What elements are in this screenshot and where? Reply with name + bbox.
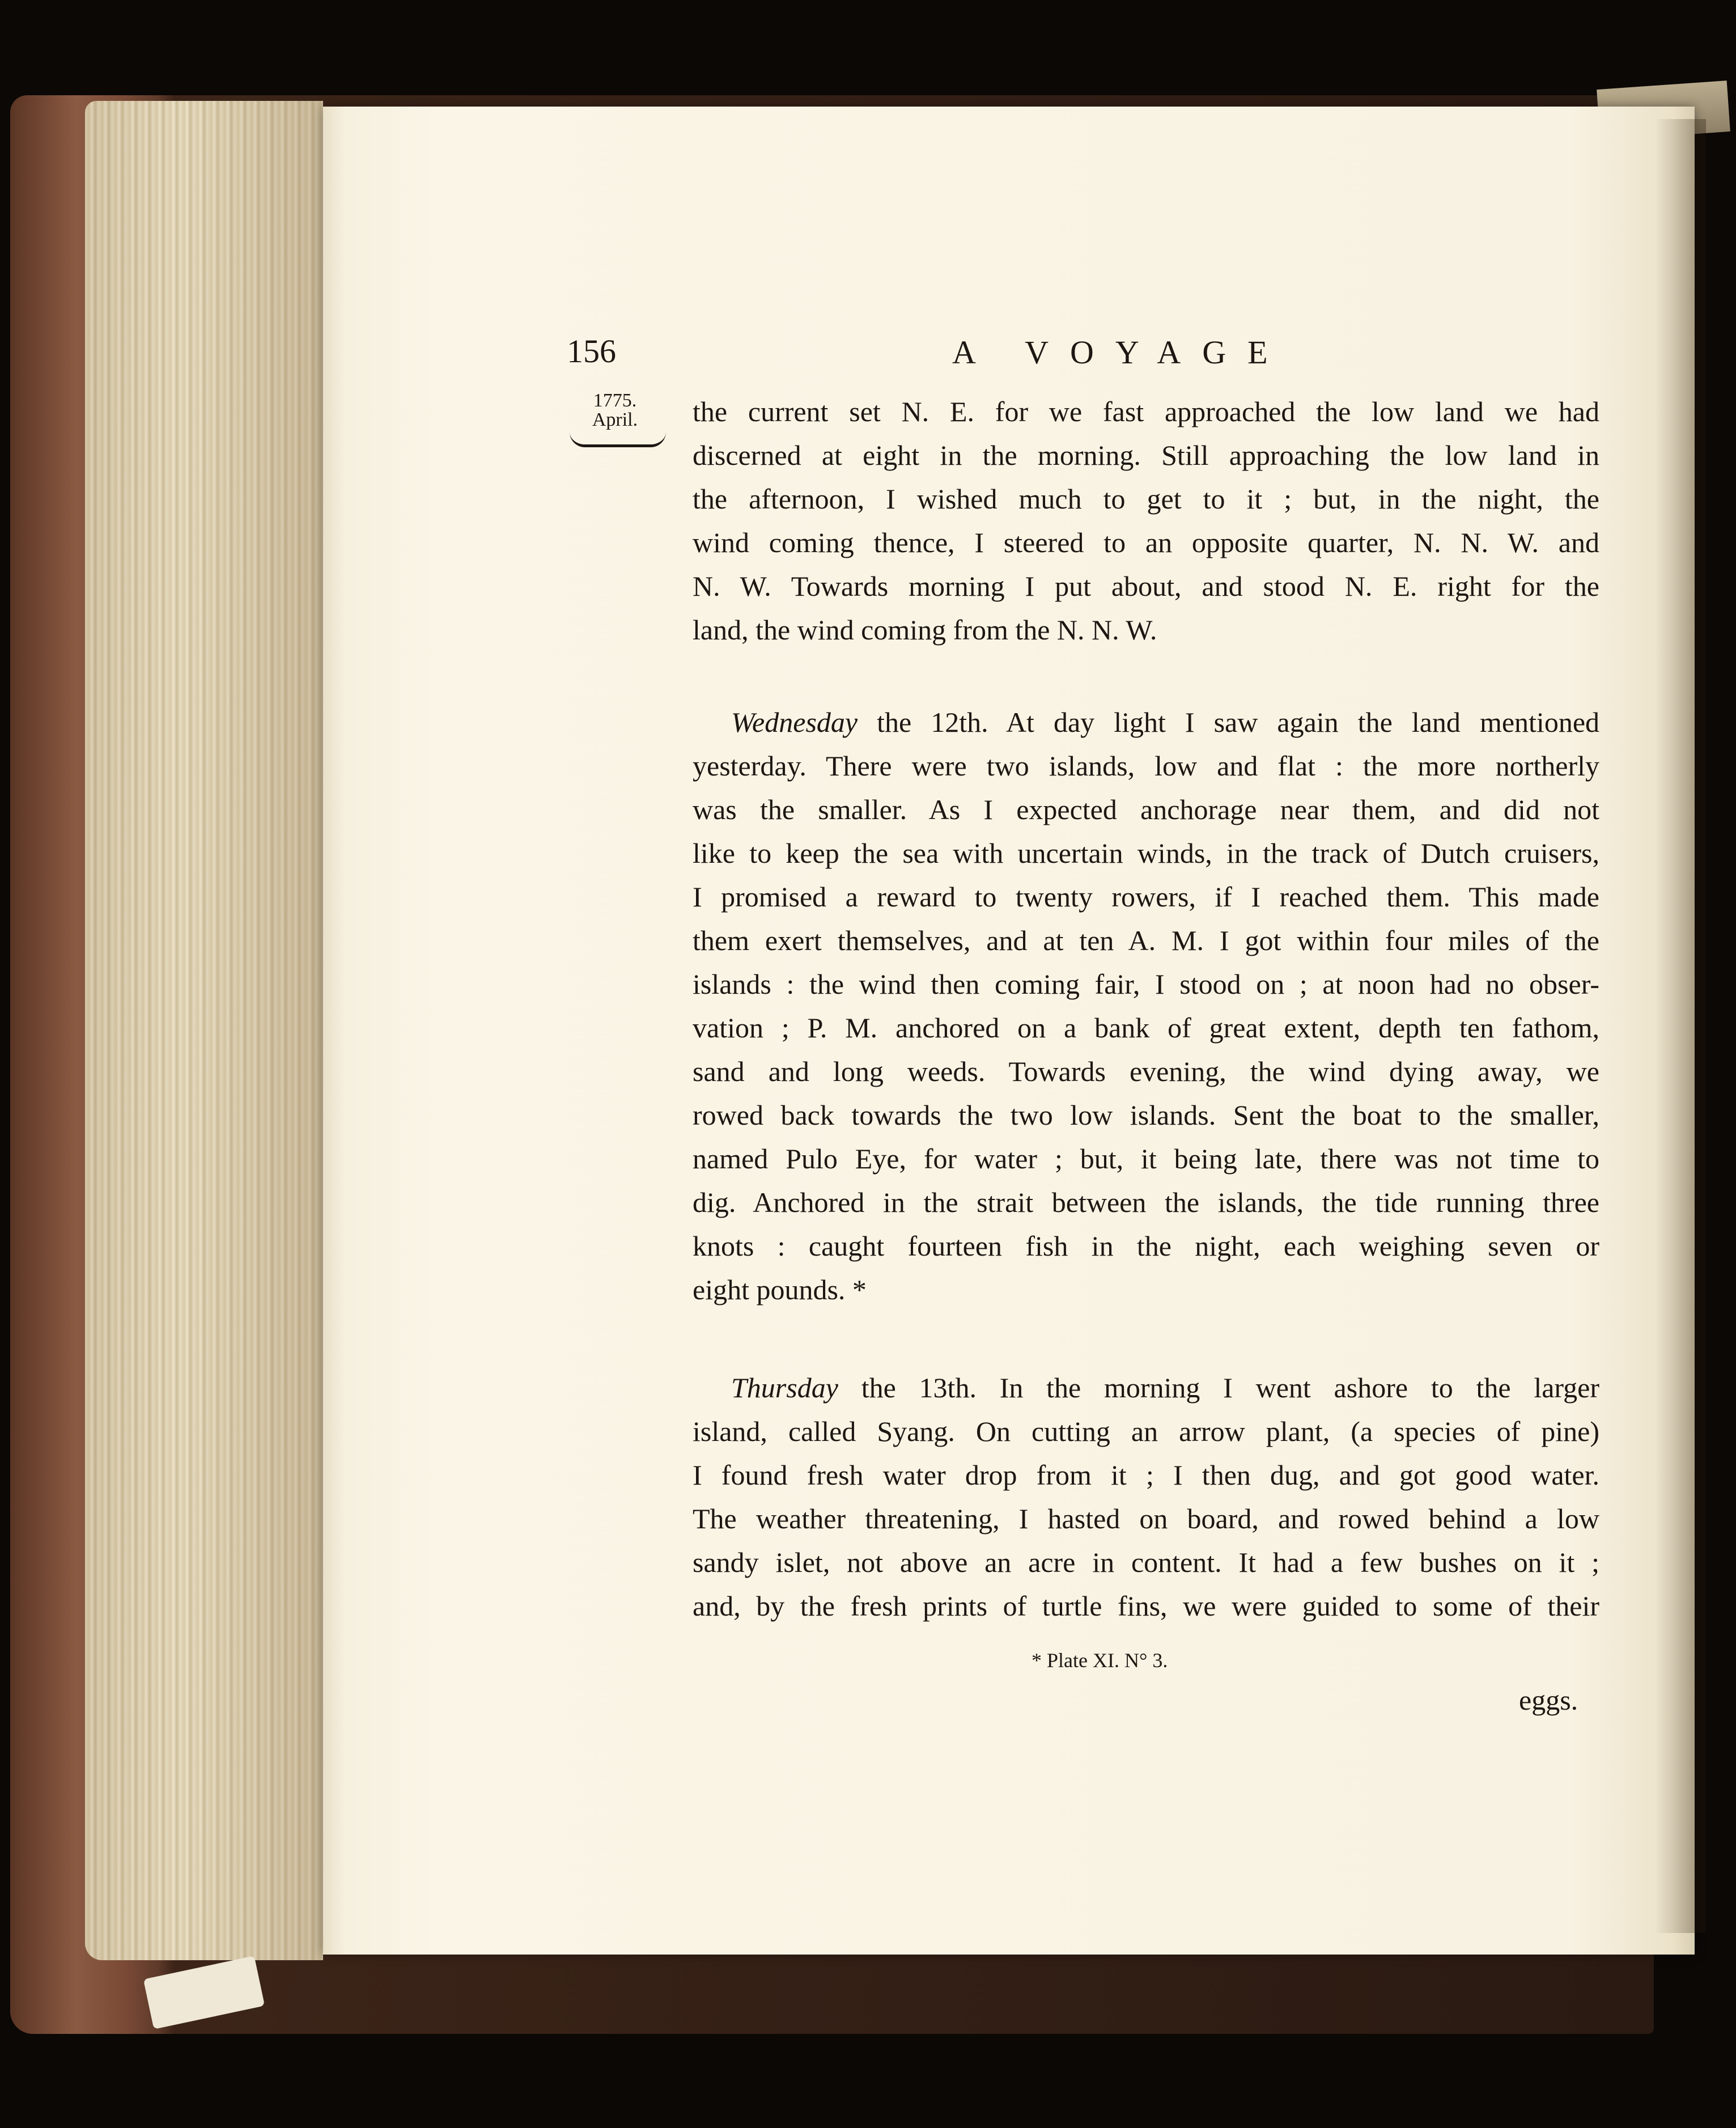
text-line: I promised a reward to twenty rowers, if I reached them. This made <box>693 881 1599 913</box>
margin-note-month: April. <box>592 409 638 430</box>
text-line: eight pounds. * <box>693 1274 867 1305</box>
text-line: rowed back towards the two low islands. Sent the boat to the smaller, <box>693 1099 1599 1131</box>
text-line: wind coming thence, I steered to an opposite quarter, N. N. W. and <box>693 527 1599 558</box>
day-name: Thursday <box>731 1372 838 1404</box>
day-name: Wednesday <box>731 706 858 738</box>
text-line: sandy islet, not above an acre in content. It had a few bushes on it ; <box>693 1546 1599 1578</box>
text-line-content: the 12th. At day light I saw again the land mentioned <box>877 706 1600 738</box>
margin-note-year: 1775. <box>593 390 637 411</box>
text-line: named Pulo Eye, for water ; but, it being late, there was not time to <box>693 1143 1599 1175</box>
text-line: island, called Syang. On cutting an arrow plant, (a species of pine) <box>693 1415 1599 1447</box>
text-line: the current set N. E. for we fast approached the low land we had <box>693 396 1599 427</box>
running-head: A VOYAGE <box>952 334 1289 371</box>
text-line: was the smaller. As I expected anchorage near them, and did not <box>693 794 1599 825</box>
footnote: * Plate XI. N° 3. <box>1032 1649 1168 1672</box>
text-line: like to keep the sea with uncertain winds, in the track of Dutch cruisers, <box>693 837 1599 869</box>
text-line: yesterday. There were two islands, low and flat : the more northerly <box>693 750 1599 782</box>
text-line-content: the 13th. In the morning I went ashore to the larger <box>861 1372 1600 1404</box>
text-line: discerned at eight in the morning. Still approaching the low land in <box>693 439 1599 471</box>
paragraph-2 <box>693 701 1599 1312</box>
paragraph-1 <box>693 390 1599 652</box>
text-line: islands : the wind then coming fair, I stood on ; at noon had no obser- <box>693 968 1599 1000</box>
gutter-shadow <box>1655 119 1706 1933</box>
text-line: vation ; P. M. anchored on a bank of great extent, depth ten fathom, <box>693 1012 1599 1044</box>
text-line: dig. Anchored in the strait between the islands, the tide running three <box>693 1186 1599 1218</box>
margin-note <box>570 391 660 447</box>
catchword: eggs. <box>1519 1684 1578 1716</box>
text-line: land, the wind coming from the N. N. W. <box>693 614 1157 646</box>
text-line: The weather threatening, I hasted on board, and rowed behind a low <box>693 1503 1599 1534</box>
text-line: sand and long weeds. Towards evening, the wind dying away, we <box>693 1055 1599 1087</box>
text-line <box>693 1366 1599 1410</box>
page-number: 156 <box>567 333 616 370</box>
text-line: them exert themselves, and at ten A. M. I got within four miles of the <box>693 925 1599 956</box>
text-line: I found fresh water drop from it ; I then dug, and got good water. <box>693 1459 1599 1491</box>
text-line: and, by the fresh prints of turtle fins, we were guided to some of their <box>693 1590 1599 1622</box>
text-line <box>693 701 1599 744</box>
brace-ornament <box>570 432 666 447</box>
text-line: N. W. Towards morning I put about, and stood N. E. right for the <box>693 570 1599 602</box>
page-edges <box>85 101 323 1960</box>
text-line: knots : caught fourteen fish in the night, each weighing seven or <box>693 1230 1599 1262</box>
text-line: the afternoon, I wished much to get to it ; but, in the night, the <box>693 483 1599 515</box>
paragraph-3 <box>693 1366 1599 1628</box>
